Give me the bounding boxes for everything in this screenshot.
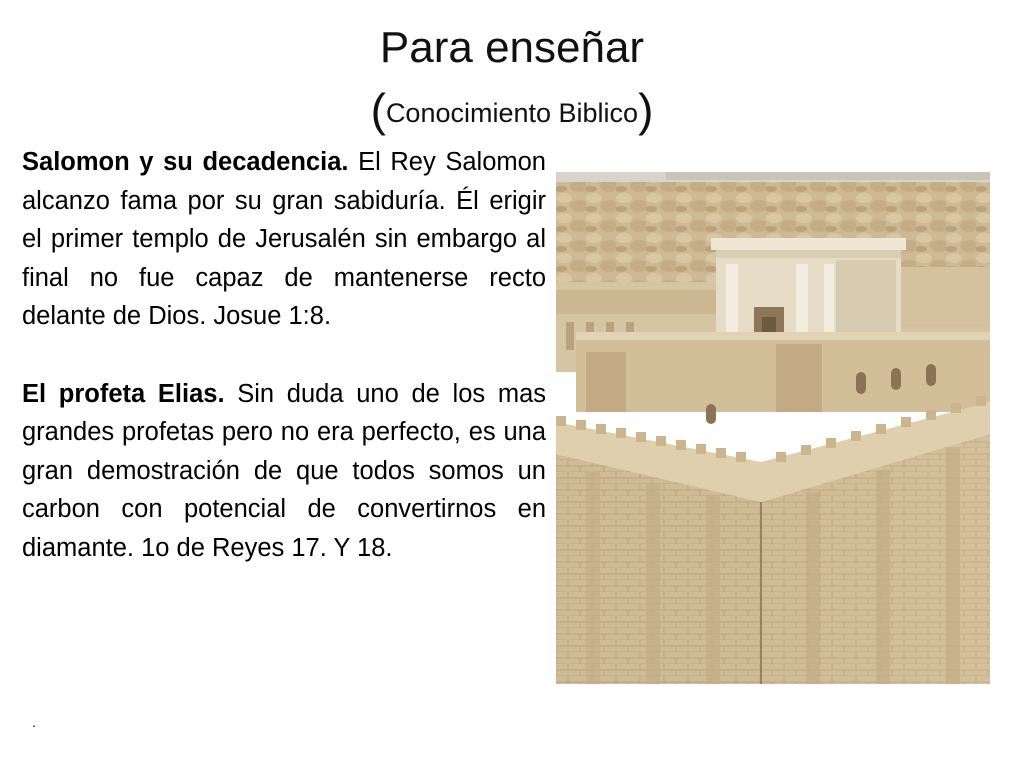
subtitle-text: Conocimiento Biblico — [385, 98, 639, 128]
temple-model-image — [556, 172, 990, 684]
paragraph-heading: El profeta Elias. — [22, 379, 225, 408]
paragraph-body: Sin duda uno de los mas grandes profetas pero no era perfecto, es una gran demostración de que todos somos un carbon con potencial de convertirnos en diamante. 1o de Reyes 17. Y 18. — [22, 379, 546, 562]
paragraph-body: El Rey Salomon alcanzo fama por su gran sabiduría. Él erigir el primer templo de Jerusalén sin embargo al final no fue capaz de mantenerse recto delante de Dios. Josue 1:8. — [22, 148, 546, 331]
body-text — [22, 143, 546, 568]
slide-subtitle — [0, 80, 1024, 143]
paragraph-heading: Salomon y su decadencia. — [22, 148, 349, 176]
slide-title: Para enseñar — [379, 23, 645, 72]
subtitle-open-paren: ( — [370, 84, 386, 136]
paragraph-elias — [22, 375, 546, 568]
paragraph-salomon — [22, 143, 546, 336]
subtitle-close-paren: ) — [638, 84, 654, 136]
footer-mark: . — [32, 714, 36, 730]
